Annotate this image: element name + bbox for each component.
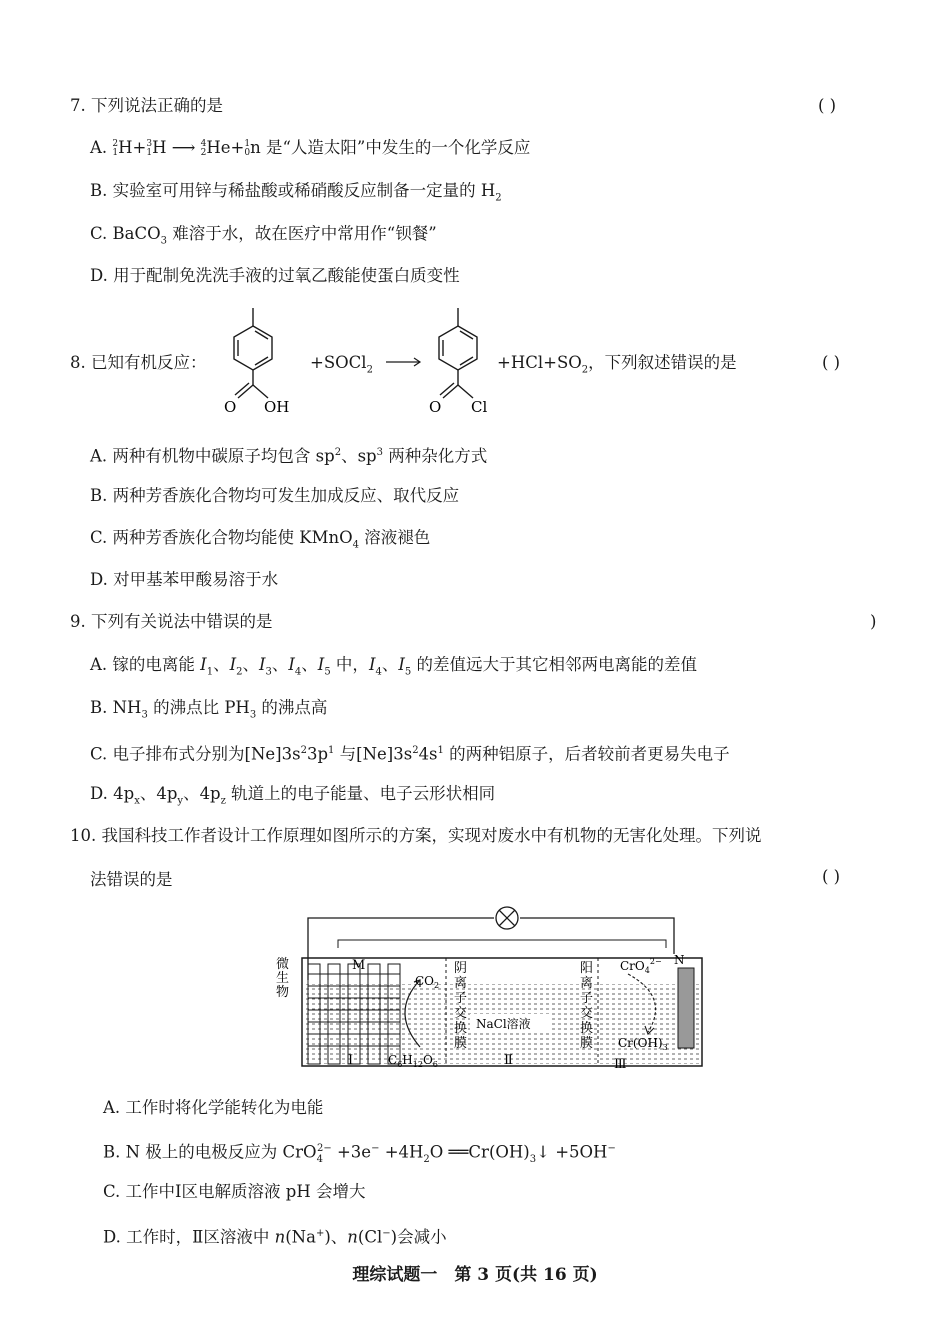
anion-membrane-label-1: 阴 bbox=[454, 961, 468, 976]
nacl-label: NaCl溶液 bbox=[476, 1017, 531, 1031]
page-footer: 理综试题一 第 3 页(共 16 页) bbox=[352, 1265, 598, 1285]
q10-option-a: A. 工作时将化学能转化为电能 bbox=[103, 1098, 324, 1117]
q9-option-b: B. $NH_3$ 的沸点比 $PH_3$ 的沸点高 bbox=[90, 698, 328, 721]
q7-answer-paren: ( ) bbox=[818, 96, 837, 115]
external-wire-right bbox=[520, 918, 674, 954]
cation-membrane-label-4: 交 bbox=[580, 1006, 594, 1021]
n-electrode bbox=[678, 968, 694, 1048]
q7-option-c: C. BaCO$_3$ 难溶于水，故在医疗中常用作“钡餐” bbox=[90, 224, 437, 247]
q8-option-c: C. 两种芳香族化合物均能使 KMnO$_4$ 溶液褪色 bbox=[90, 528, 431, 551]
q10-option-b: B. N 极上的电极反应为 $CrO_4^{2-} +3e^- +4H_2O$ $══Cr(OH)_3↓ +5OH^-$ bbox=[103, 1142, 616, 1165]
q7-stem: 7. 下列说法正确的是 bbox=[70, 96, 223, 115]
q10-stem-line2: 法错误的是 bbox=[90, 870, 173, 889]
cation-membrane-label-3: 子 bbox=[580, 991, 594, 1006]
q8-stem-label: 8. 已知有机反应： bbox=[70, 353, 207, 372]
cation-membrane-label-1: 阳 bbox=[580, 961, 594, 976]
q10-answer-paren: ( ) bbox=[822, 867, 841, 886]
q10-stem-line1: 10. 我国科技工作者设计工作原理如图所示的方案，实现对废水中有机物的无害化处理。下列说 bbox=[70, 826, 762, 845]
anion-membrane-label-3: 子 bbox=[454, 991, 468, 1006]
zone-2-label: Ⅱ bbox=[504, 1053, 513, 1068]
q8-products: $+HCl+SO_2$，下列叙述错误的是 bbox=[497, 353, 737, 376]
q9-option-a: A. 镓的电离能 $I_1$、$I_2$、$I_3$、$I_4$、$I_5$ 中，$I_4$、$I_5$ 的差值远大于其它相邻两电离能的差值 bbox=[90, 655, 697, 678]
q7-option-a: A. 2 1 H+ 3 1 H ⟶ 4 2 He+ 1 0 n 是“人造太阳”中发生的一个化学反应 bbox=[90, 138, 531, 158]
microbe-label-1: 微 bbox=[276, 957, 290, 972]
q9-option-d: D. $4p_x$、$4p_y$、$4p_z$ 轨道上的电子能量、电子云形状相同 bbox=[90, 784, 496, 807]
anion-membrane-label-2: 离 bbox=[454, 976, 468, 991]
acyl-chloride-structure bbox=[439, 308, 477, 398]
q8-option-a: A. 两种有机物中碳原子均包含 $sp^2$、$sp^3$ 两种杂化方式 bbox=[90, 446, 488, 466]
q8-answer-paren: ( ) bbox=[822, 353, 841, 372]
q8-option-d: D. 对甲基苯甲酸易溶于水 bbox=[90, 570, 279, 589]
cation-membrane-label-2: 离 bbox=[580, 976, 594, 991]
cation-membrane-label-6: 膜 bbox=[580, 1036, 594, 1051]
glucose-label: $C_6H_{12}O_6$ bbox=[388, 1053, 438, 1069]
chloride-cl: Cl bbox=[471, 398, 488, 416]
chromate-label: CrO$_4^{2-}$ bbox=[620, 957, 662, 975]
anion-membrane-label-6: 膜 bbox=[454, 1036, 468, 1051]
m-label: M bbox=[352, 958, 366, 973]
n-label: N bbox=[674, 953, 685, 967]
microbe-label-2: 生 bbox=[276, 971, 290, 986]
q10-cell-diagram bbox=[270, 902, 720, 1080]
q10-option-d: D. 工作时，Ⅱ区溶液中 n(Na+)、n(Cl−)会减小 bbox=[103, 1227, 447, 1247]
q9-answer-paren: ) bbox=[870, 612, 877, 631]
chloride-carbonyl-o: O bbox=[429, 398, 442, 416]
q8-option-b: B. 两种芳香族化合物均可发生加成反应、取代反应 bbox=[90, 486, 460, 505]
anion-membrane-label-4: 交 bbox=[454, 1006, 468, 1021]
anion-membrane-label-5: 换 bbox=[454, 1021, 468, 1036]
zone-1-label: Ⅰ bbox=[348, 1053, 354, 1068]
chromium-hydroxide-label: $Cr(OH)_3$ bbox=[618, 1036, 668, 1052]
q10-option-c: C. 工作中Ⅰ区电解质溶液 pH 会增大 bbox=[103, 1182, 366, 1201]
zone-3-label: Ⅲ bbox=[614, 1057, 627, 1072]
q9-stem: 9. 下列有关说法中错误的是 bbox=[70, 612, 273, 631]
q7-option-d: D. 用于配制免洗洗手液的过氧乙酸能使蛋白质变性 bbox=[90, 266, 460, 285]
q7-option-b: B. 实验室可用锌与稀盐酸或稀硝酸反应制备一定量的 $H_2$ bbox=[90, 181, 502, 204]
acid-hydroxyl: OH bbox=[264, 398, 290, 416]
co2-label: $CO_2$ bbox=[415, 974, 440, 990]
q8-reagent: +SOCl$_2$ bbox=[310, 353, 373, 376]
p-toluic-acid-structure bbox=[234, 308, 272, 398]
microbe-label-3: 物 bbox=[276, 985, 290, 1000]
acid-carbonyl-o: O bbox=[224, 398, 237, 416]
q9-option-c: C. 电子排布式分别为$[Ne]3s^23p^1$ 与$[Ne]3s^24s^1$ 的两种铝原子，后者较前者更易失电子 bbox=[90, 744, 730, 764]
cation-membrane-label-5: 换 bbox=[580, 1021, 594, 1036]
